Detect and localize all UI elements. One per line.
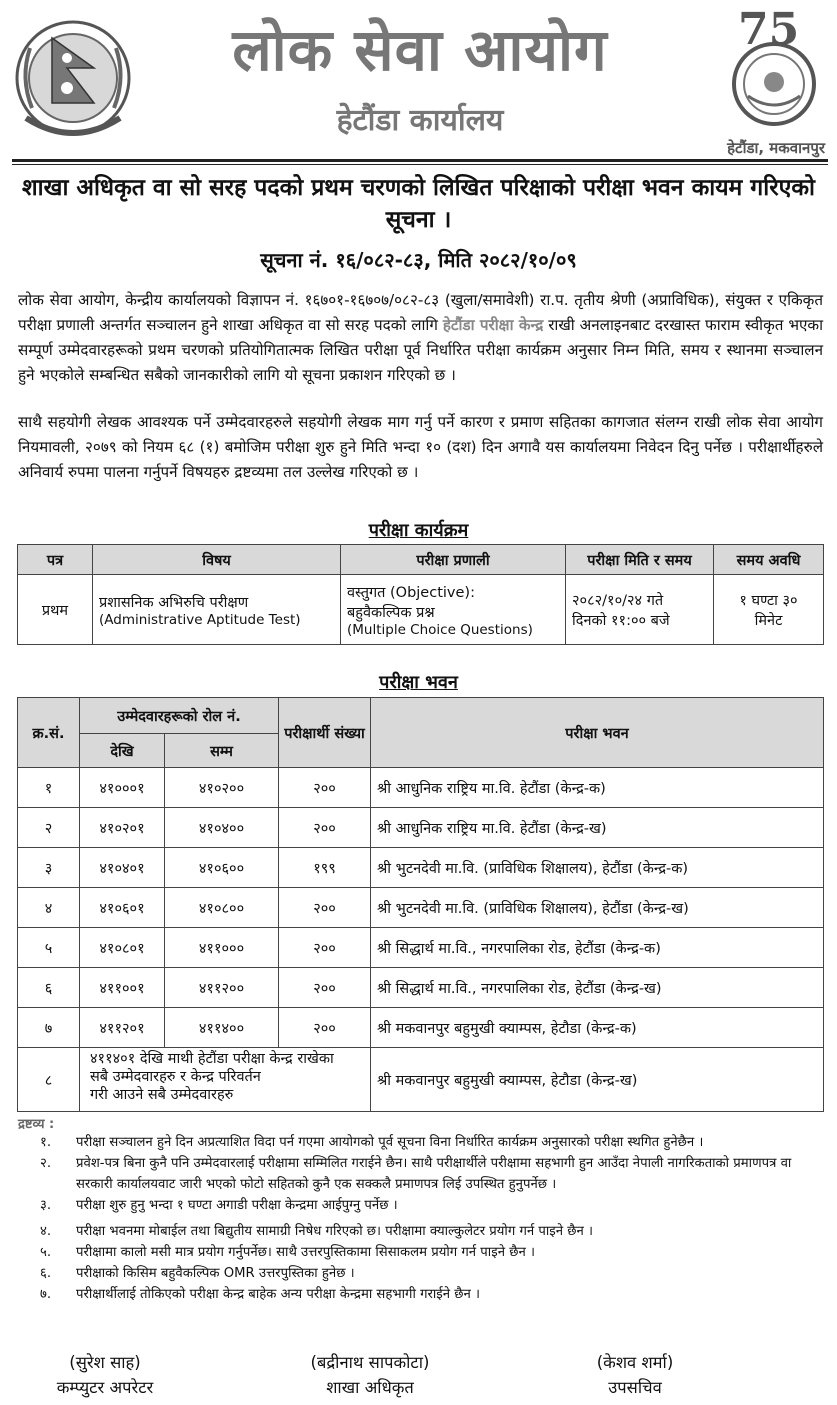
table-row [18, 848, 824, 888]
note-number: ७. [40, 1287, 52, 1302]
note-number: २. [40, 1156, 52, 1171]
roll-from-cell: ४११२०१ [80, 1008, 165, 1048]
exam-schedule-table [17, 544, 824, 645]
roll-from-cell: ४१०६०१ [80, 888, 165, 928]
paper-cell: प्रथम [18, 575, 93, 645]
note-number: ३. [40, 1198, 52, 1213]
roll-from-cell: ४११००१ [80, 968, 165, 1008]
anniversary-75-logo-icon [718, 4, 830, 134]
roll-to-cell: ४१०८०० [165, 888, 279, 928]
notice-paragraph-1 [18, 288, 823, 388]
org-name: लोक सेवा आयोग [232, 16, 608, 84]
table-row [18, 928, 824, 968]
office-location: हेटौंडा, मकवानपुर [727, 139, 825, 157]
note-text: प्रवेश-पत्र बिना कुनै पनि उम्मेदवारलाई परीक्षामा सम्मिलित गराईने छैन। साथै परीक्षार्थीले परीक्षामा सहभागी हुन आउँदा नेपाली नागरिकताको प्रमाणपत्र वा सरकारी कार्यालयवाट जारी भएको फोटो सहितको कुनै एक सक्कलै प्रमाणपत्र लिई उपस्थित हुनुपर्नेछ । [76, 1156, 792, 1192]
notice-number: सूचना नं. १६/०८२-८३, मिति २०८२/१०/०९ [260, 248, 577, 272]
roll-to-cell: ४१०४०० [165, 808, 279, 848]
roll-to-cell: ४१०६०० [165, 848, 279, 888]
system-np2: बहुवैकल्पिक प्रश्न [347, 604, 435, 621]
col-header: समय अवधि [714, 545, 824, 575]
col-header-to: सम्म [165, 734, 279, 768]
count-cell: २०० [279, 768, 371, 808]
roll-to-cell: ४११००० [165, 928, 279, 968]
office-name: हेटौंडा कार्यालय [336, 103, 504, 138]
note-text: परीक्षार्थीलाई तोकिएको परीक्षा केन्द्र बाहेक अन्य परीक्षा केन्द्रमा सहभागी गराईने छैन । [76, 1287, 481, 1302]
roll-from-cell: ४१०८०१ [80, 928, 165, 968]
table-row [18, 808, 824, 848]
count-cell: २०० [279, 968, 371, 1008]
notes-list [40, 1132, 830, 1305]
note-number: ५. [40, 1245, 52, 1260]
letterhead [0, 0, 837, 160]
count-cell: २०० [279, 888, 371, 928]
roll-to-cell: ४१०२०० [165, 768, 279, 808]
exam-date: २०८२/१०/२४ गते [572, 592, 664, 609]
exam-time: दिनको ११:०० बजे [572, 612, 670, 629]
para1-text-cont: राखी अनलाइनबाट दरखास्त फाराम स्वीकृत भएका सम्पूर्ण उम्मेदवारहरूको प्रथम चरणको प्रतियोगितात्मक लिखित परीक्षा पूर्व निर्धारित परीक्षा कार्यक्रम अनुसार निम्न मिति, समय र स्थानमा सञ्चालन हुने भएकोले सम्बन्धित सबैको जानकारीको लागि यो सूचना प्रकाशन गरिएको छ । [18, 316, 824, 384]
date-cell [566, 575, 714, 645]
sn-cell: ४ [18, 888, 80, 928]
hall-cell: श्री सिद्धार्थ मा.वि., नगरपालिका रोड, हेटौंडा (केन्द्र-क) [371, 928, 824, 968]
col-header-from: देखि [80, 734, 165, 768]
note-item [40, 1242, 830, 1263]
col-header-count: परीक्षार्थी संख्या [279, 698, 371, 768]
note-number: ६. [40, 1266, 52, 1281]
schedule-title: परीक्षा कार्यक्रम [368, 520, 469, 541]
note-text: परीक्षाको किसिम बहुवैकल्पिक OMR उत्तरपुस्तिका हुनेछ । [76, 1266, 355, 1281]
hall-cell: श्री सिद्धार्थ मा.वि., नगरपालिका रोड, हेटौंडा (केन्द्र-ख) [371, 968, 824, 1008]
notes-label: द्रष्टव्य : [18, 1117, 55, 1132]
signatory-name: (केशव शर्मा) [596, 1353, 674, 1372]
sn-cell: ८ [18, 1048, 80, 1112]
subject-np: प्रशासनिक अभिरुचि परीक्षण [99, 594, 249, 611]
desc-line: सबै उम्मेदवारहरु र केन्द्र परिवर्तन [90, 1069, 261, 1085]
duration-line1: १ घण्टा ३० [739, 592, 798, 609]
note-item [40, 1221, 830, 1242]
table-row [18, 1008, 824, 1048]
note-text: परीक्षा भवनमा मोबाईल तथा बिद्युतीय सामाग्री निषेध गरिएको छ। परीक्षामा क्याल्कुलेटर प्रयोग गर्न पाइने छैन । [76, 1224, 594, 1239]
note-text: परीक्षामा कालो मसी मात्र प्रयोग गर्नुपर्नेछ। साथै उत्तरपुस्तिकामा सिसाकलम प्रयोग गर्न पाइने छैन । [76, 1245, 535, 1260]
desc-line: गरी आउने सबै उम्मेदवारहरु [90, 1087, 234, 1103]
table-row [18, 768, 824, 808]
note-item [40, 1284, 830, 1305]
duration-cell [714, 575, 824, 645]
note-number: १. [40, 1135, 52, 1150]
header-divider-thin [12, 164, 828, 165]
system-en: (Multiple Choice Questions) [347, 621, 533, 638]
system-np: वस्तुगत (Objective): [347, 584, 475, 601]
hall-cell: श्री आधुनिक राष्ट्रिय मा.वि. हेटौंडा (केन्द्र-ख) [371, 808, 824, 848]
exam-venue-table [17, 697, 824, 1112]
table-header-row [18, 545, 824, 575]
nepal-emblem-icon [12, 8, 134, 148]
subject-en: (Administrative Aptitude Test) [99, 611, 301, 628]
notice-title: शाखा अधिकृत वा सो सरह पदको प्रथम चरणको लिखित परिक्षाको परीक्षा भवन कायम गरिएको सूचना । [22, 175, 815, 233]
table-header-row [18, 698, 824, 734]
duration-line2: मिनेट [754, 612, 783, 629]
hall-cell: श्री आधुनिक राष्ट्रिय मा.वि. हेटौंडा (केन्द्र-क) [371, 768, 824, 808]
col-header-roll: उम्मेदवारहरूको रोल नं. [80, 698, 279, 734]
sn-cell: ५ [18, 928, 80, 968]
notice-paragraph-2: साथै सहयोगी लेखक आवश्यक पर्ने उम्मेदवारहरुले सहयोगी लेखक माग गर्नु पर्ने कारण र प्रमाण सहितका कागजात संलग्न राखी लोक सेवा आयोग नियमावली, २०७९ को नियम ६८ (१) बमोजिम परीक्षा शुरु हुने मिति भन्दा १० (दश) दिन अगावै यस कार्यालयमा निवेदन दिनु पर्नेछ । परीक्षार्थीहरुले अनिवार्य रुपमा पालना गर्नुपर्ने विषयहरु द्रष्टव्यमा तल उल्लेख गरिएको छ । [18, 413, 823, 481]
note-text: परीक्षा सञ्चालन हुने दिन अप्रत्याशित विदा पर्न गएमा आयोगको पूर्व सूचना विना निर्धारित कार्यक्रम अनुसारको परीक्षा स्थगित हुनेछैन । [76, 1135, 704, 1150]
sn-cell: ६ [18, 968, 80, 1008]
note-text: परीक्षा शुरु हुनु भन्दा १ घण्टा अगाडी परीक्षा केन्द्रमा आईपुग्नु पर्नेछ । [76, 1198, 398, 1213]
count-cell: १९९ [279, 848, 371, 888]
subject-cell [93, 575, 341, 645]
exam-center-highlight: हेटौंडा परीक्षा केन्द्र [442, 316, 544, 334]
col-header: परीक्षा प्रणाली [341, 545, 566, 575]
count-cell: २०० [279, 1008, 371, 1048]
table-row [18, 1048, 824, 1112]
count-cell: २०० [279, 928, 371, 968]
note-item [40, 1153, 830, 1195]
sn-cell: २ [18, 808, 80, 848]
roll-to-cell: ४११४०० [165, 1008, 279, 1048]
note-item [40, 1195, 830, 1216]
signature-block [20, 1350, 190, 1400]
col-header-sn: क्र.सं. [18, 698, 80, 768]
table-row [18, 968, 824, 1008]
header-divider [12, 159, 828, 162]
signatory-title: उपसचिव [608, 1378, 662, 1397]
signature-block [270, 1350, 470, 1400]
candidates-desc-cell [80, 1048, 371, 1112]
hall-cell: श्री भुटनदेवी मा.वि. (प्राविधिक शिक्षालय), हेटौंडा (केन्द्र-क) [371, 848, 824, 888]
note-item [40, 1132, 830, 1153]
col-header: परीक्षा मिति र समय [566, 545, 714, 575]
desc-line: ४११४०१ देखि माथी हेटौंडा परीक्षा केन्द्र राखेका [90, 1051, 334, 1067]
svg-text:75: 75 [738, 4, 800, 55]
hall-cell: श्री मकवानपुर बहुमुखी क्याम्पस, हेटौडा (केन्द्र-क) [371, 1008, 824, 1048]
col-header-hall: परीक्षा भवन [371, 698, 824, 768]
col-header: विषय [93, 545, 341, 575]
roll-from-cell: ४१०२०१ [80, 808, 165, 848]
signatory-name: (बद्रीनाथ सापकोटा) [310, 1353, 430, 1372]
sn-cell: ७ [18, 1008, 80, 1048]
signatory-title: कम्प्युटर अपरेटर [56, 1378, 154, 1397]
note-item [40, 1263, 830, 1284]
table-row [18, 575, 824, 645]
signatory-name: (सुरेश साह) [69, 1353, 141, 1372]
hall-cell: श्री भुटनदेवी मा.वि. (प्राविधिक शिक्षालय), हेटौंडा (केन्द्र-ख) [371, 888, 824, 928]
hall-cell: श्री मकवानपुर बहुमुखी क्याम्पस, हेटौडा (केन्द्र-ख) [371, 1048, 824, 1112]
signature-block [560, 1350, 710, 1400]
col-header: पत्र [18, 545, 93, 575]
note-number: ४. [40, 1224, 52, 1239]
table-row [18, 888, 824, 928]
para1-text: लोक सेवा आयोग, केन्द्रीय कार्यालयको विज्ञापन नं. १६७०१-१६७०७/०८२-८३ (खुला/समावेशी) रा.प. तृतीय श्रेणी (अप्राविधिक), संयुक्त र एकिकृत परीक्षा प्रणाली अन्तर्गत सञ्चालन हुने शाखा अधिकृत वा सो सरह पदको लागि [18, 291, 823, 334]
roll-from-cell: ४१०००१ [80, 768, 165, 808]
sn-cell: ३ [18, 848, 80, 888]
venue-title: परीक्षा भवन [379, 672, 458, 693]
roll-to-cell: ४११२०० [165, 968, 279, 1008]
system-cell [341, 575, 566, 645]
signatory-title: शाखा अधिकृत [326, 1378, 414, 1397]
roll-from-cell: ४१०४०१ [80, 848, 165, 888]
count-cell: २०० [279, 808, 371, 848]
sn-cell: १ [18, 768, 80, 808]
